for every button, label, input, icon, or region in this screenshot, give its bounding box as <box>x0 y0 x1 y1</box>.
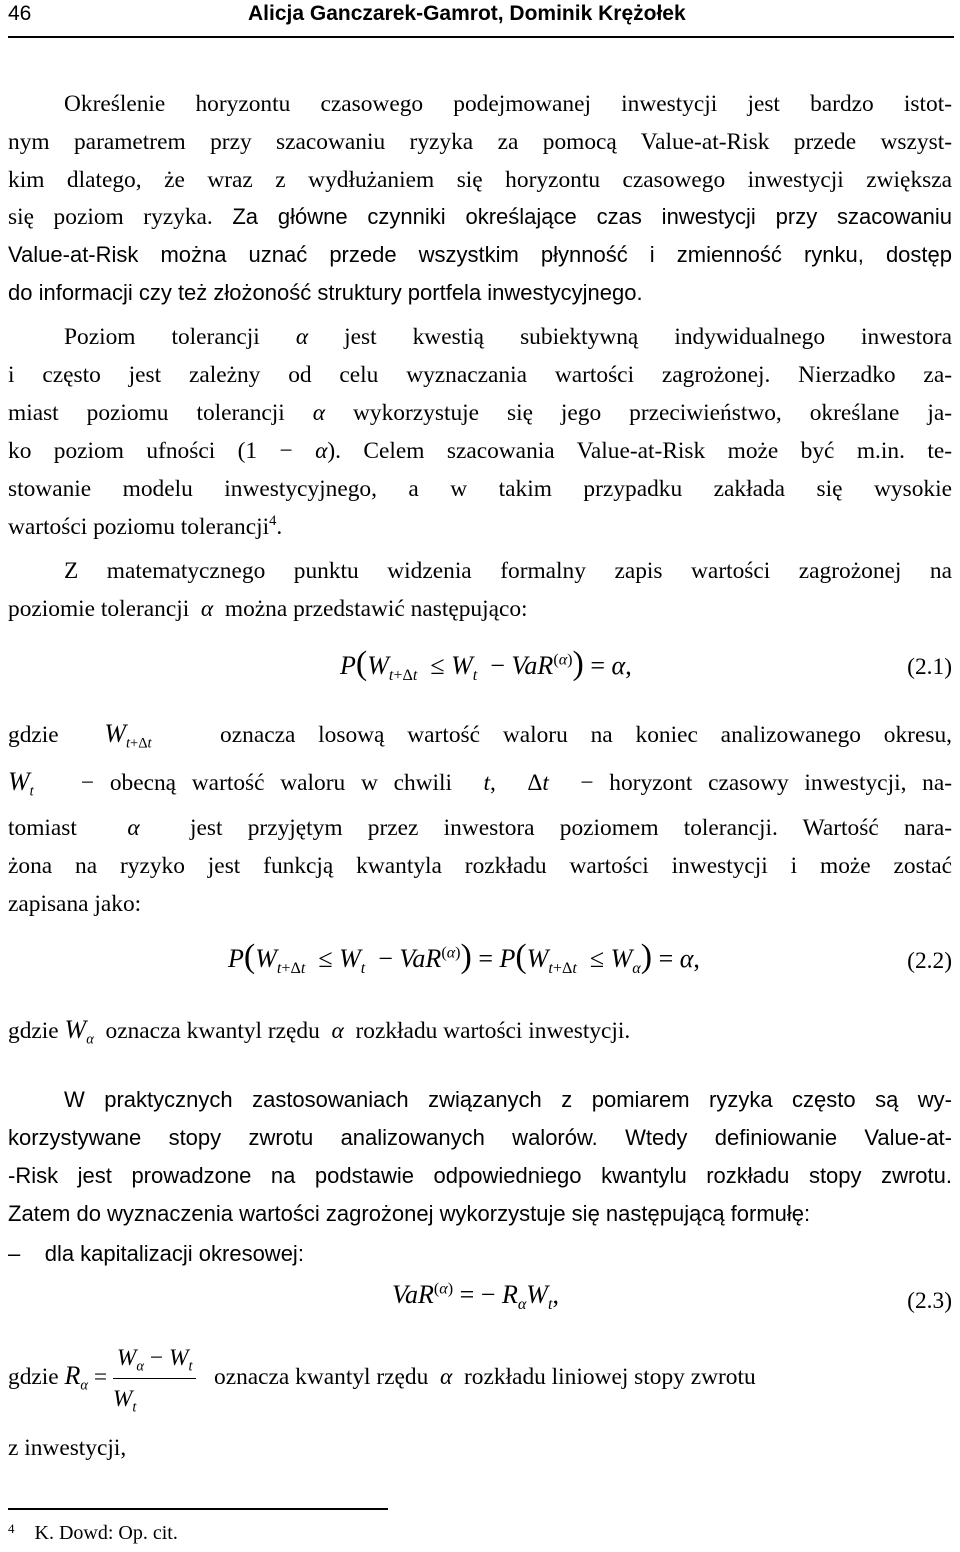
paragraph-4-line-2: korzystywane stopy zwrotu analizowanych walorów. Wtedy definiowanie Value-at- <box>8 1125 952 1150</box>
paragraph-2-line-2: i często jest zależny od celu wyznaczania wartości zagrożonej. Nierzadko za- <box>8 362 952 388</box>
equation-2-1: $P(W_{t+\Delta t} \le W_t - VaR^{(\alpha)}) = \alpha$, <box>340 645 632 685</box>
where-alpha-quantile: gdzie $W_\alpha$ oznacza kwantyl rzędu α rozkładu wartości inwestycji. <box>8 1015 631 1048</box>
paragraph-3-line-1: Z matematycznego punktu widzenia formalny zapis wartości zagrożonej na <box>64 558 952 584</box>
where-line-4: żona na ryzyko jest funkcją kwantyla rozkładu wartości inwestycji i może zostać <box>8 853 952 879</box>
paragraph-1-line-2: nym parametrem przy szacowaniu ryzyka za pomocą Value-at-Risk przede wszyst- <box>8 129 952 155</box>
header-rule <box>8 36 954 38</box>
bullet-dash: – <box>8 1241 21 1266</box>
paragraph-1-line-1: Określenie horyzontu czasowego podejmowanej inwestycji jest bardzo istot- <box>64 91 952 117</box>
footnote-rule <box>8 1508 388 1510</box>
equation-2-3: VaR$^{(\alpha)}$ = − $R_\alpha W_t$, <box>392 1280 559 1314</box>
alpha-symbol: α <box>295 324 309 350</box>
footnote-reference: 4 <box>269 513 277 530</box>
paragraph-2-line-1: Poziom tolerancji α jest kwestią subiektywną indywidualnego inwestora <box>64 324 952 350</box>
paragraph-1-line-3: kim dlatego, że wraz z wydłużaniem się horyzontu czasowego inwestycji zwiększa <box>8 167 952 193</box>
where-line-1: gdzie $W_{t+\Delta t}$ oznacza losową wartość waloru na koniec analizowanego okresu, <box>8 719 952 752</box>
page-number: 46 <box>8 2 32 25</box>
paragraph-2-line-4: ko poziom ufności (1 − α). Celem szacowania Value-at-Risk może być m.in. te- <box>8 438 952 464</box>
where-line-end: z inwestycji, <box>8 1435 127 1461</box>
paragraph-4-line-1: W praktycznych zastosowaniach związanych z pomiarem ryzyka często są wy- <box>64 1087 952 1112</box>
footnote-text: K. Dowd: Op. cit. <box>34 1522 178 1544</box>
paragraph-4-line-3: -Risk jest prowadzone na podstawie odpowiedniego kwantylu rozkładu stopy zwrotu. <box>8 1163 952 1188</box>
equation-2-2: $P(W_{t+\Delta t} \le W_t - VaR^{(\alpha)}) = P(W_{t+\Delta t} \le W_\alpha) = \alpha$, <box>228 938 700 978</box>
paragraph-1-line-4: się poziom ryzyka. Za główne czynniki określające czas inwestycji przy szacowaniu <box>8 204 952 230</box>
alpha-symbol: α <box>200 596 214 622</box>
running-header <box>8 0 952 36</box>
fraction: $\frac{W_\alpha - W_t}{W_t}$ <box>113 1338 197 1419</box>
bullet-item: – dla kapitalizacji okresowej: <box>8 1241 304 1266</box>
equation-number-2-3: (2.3) <box>907 1288 952 1314</box>
alpha-symbol: α <box>312 400 326 426</box>
paragraph-3-line-2: poziomie tolerancji α można przedstawić następująco: <box>8 596 528 622</box>
where-line-3: tomiast α jest przyjętym przez inwestora poziomem tolerancji. Wartość nara- <box>8 815 952 841</box>
where-line-5: zapisana jako: <box>8 891 142 917</box>
alpha-symbol: α <box>315 438 328 464</box>
footnote <box>8 1522 178 1545</box>
equation-number-2-2: (2.2) <box>907 948 952 974</box>
header-authors: Alicja Ganczarek-Gamrot, Dominik Krężołek <box>248 2 686 25</box>
paragraph-2-line-6: wartości poziomu tolerancji$^4$. <box>8 513 283 540</box>
paragraph-2-line-3: miast poziomu tolerancji α wykorzystuje się jego przeciwieństwo, określane ja- <box>8 400 952 426</box>
paragraph-1-line-5: Value-at-Risk można uznać przede wszystkim płynność i zmienność rynku, dostęp <box>8 242 952 267</box>
where-line-2: $W_t$ − obecną wartość waloru w chwili t, Δt − horyzont czasowy inwestycji, na- <box>8 767 953 800</box>
paragraph-1-line-6: do informacji czy też złożoność struktury portfela inwestycyjnego. <box>8 280 643 305</box>
paragraph-2-line-5: stowanie modelu inwestycyjnego, a w takim przypadku zakłada się wysokie <box>8 476 952 502</box>
footnote-mark: 4 <box>8 1521 15 1536</box>
equation-number-2-1: (2.1) <box>907 654 952 680</box>
where-return-rate: gdzie $R_\alpha$ = $\frac{W_\alpha - W_t}{W_t}$ oznacza kwantyl rzędu α rozkładu liniowej stopy zwrotu <box>8 1336 952 1419</box>
paragraph-4-line-4: Zatem do wyznaczenia wartości zagrożonej wykorzystuje się następującą formułę: <box>8 1201 811 1226</box>
